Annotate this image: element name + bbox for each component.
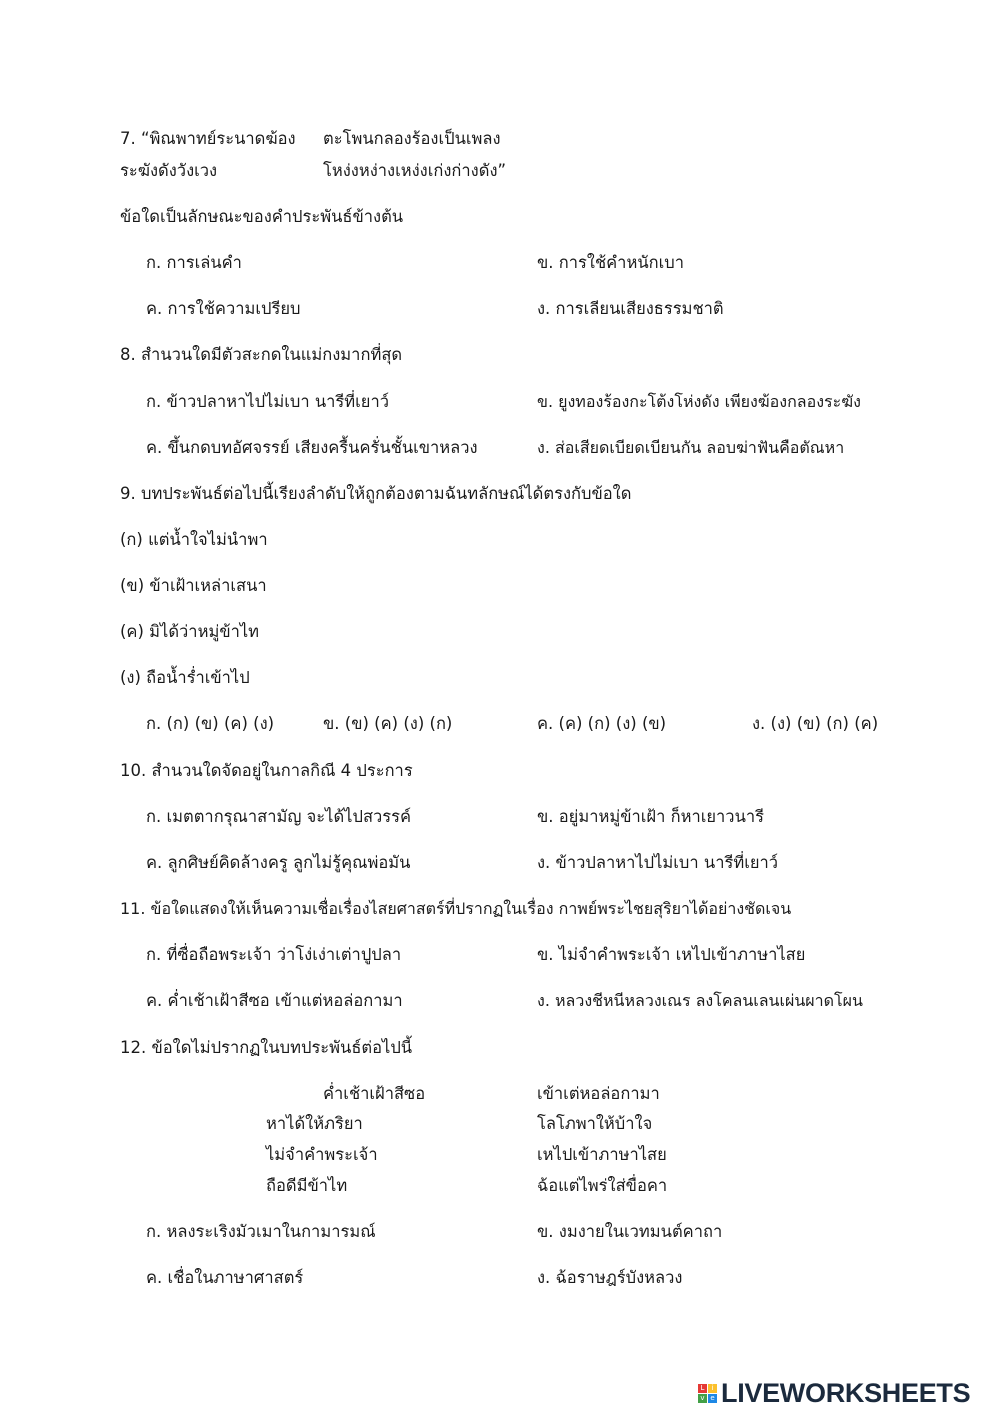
q12-option-a[interactable]: ก. หลงระเริงมัวเมาในกามารมณ์ xyxy=(146,1222,376,1241)
q7-option-b[interactable]: ข. การใช้คำหนักเบา xyxy=(537,253,684,272)
q12-poem-right-3: เหไปเข้าภาษาไสย xyxy=(537,1145,667,1164)
liveworksheets-logo xyxy=(698,1378,970,1408)
q7-stem-line2-left: ระฆังดังวังเวง xyxy=(120,161,218,180)
q12-poem-right-2: โลโภพาให้บ้าใจ xyxy=(537,1114,653,1133)
q10-option-d[interactable]: ง. ข้าวปลาหาไปไม่เบา นารีที่เยาว์ xyxy=(537,853,779,872)
q8-option-d[interactable]: ง. ส่อเสียดเบียดเบียนกัน ลอบฆ่าฟันคือตัณหา xyxy=(537,438,845,457)
q9-line-d: (ง) ถือน้ำร่ำเข้าไป xyxy=(120,668,250,687)
q9-line-c: (ค) มิได้ว่าหมู่ข้าไท xyxy=(120,622,260,641)
q11-option-b[interactable]: ข. ไม่จำคำพระเจ้า เหไปเข้าภาษาไสย xyxy=(537,945,806,964)
q12-poem-right-4: ฉ้อแต่ไพร่ใส่ขื่อคา xyxy=(537,1176,668,1195)
q11-option-a[interactable]: ก. ที่ซื่อถือพระเจ้า ว่าโง่เง่าเต่าปูปลา xyxy=(146,945,402,964)
liveworksheets-logo-icon xyxy=(698,1384,717,1403)
q11-question: 11. ข้อใดแสดงให้เห็นความเชื่อเรื่องไสยศาสตร์ที่ปรากฏในเรื่อง กาพย์พระไชยสุริยาได้อย่างชัดเจน xyxy=(120,899,792,918)
q12-poem-left-3: ไม่จำคำพระเจ้า xyxy=(266,1145,378,1164)
q12-option-c[interactable]: ค. เชื่อในภาษาศาสตร์ xyxy=(146,1268,304,1287)
q10-option-b[interactable]: ข. อยู่มาหมู่ข้าเฝ้า ก็หาเยาวนารี xyxy=(537,807,764,826)
q7-option-d[interactable]: ง. การเลียนเสียงธรรมชาติ xyxy=(537,299,724,318)
q8-option-c[interactable]: ค. ขึ้นกดบทอัศจรรย์ เสียงครื้นครั่นชั้นเขาหลวง xyxy=(146,438,478,457)
q9-option-c[interactable]: ค. (ค) (ก) (ง) (ข) xyxy=(537,714,667,733)
q8-option-b[interactable]: ข. ยูงทองร้องกะโต้งโห่งดัง เพียงฆ้องกลองระฆัง xyxy=(537,392,861,411)
q11-option-c[interactable]: ค. ค่ำเช้าเฝ้าสีซอ เข้าแต่หอล่อกามา xyxy=(146,991,403,1010)
q10-question: 10. สำนวนใดจัดอยู่ในกาลกิณี 4 ประการ xyxy=(120,761,413,780)
q7-option-a[interactable]: ก. การเล่นคำ xyxy=(146,253,242,272)
q12-question: 12. ข้อใดไม่ปรากฏในบทประพันธ์ต่อไปนี้ xyxy=(120,1038,413,1057)
q12-poem-right-1: เข้าเต่หอล่อกามา xyxy=(537,1084,660,1103)
q10-option-a[interactable]: ก. เมตตากรุณาสามัญ จะได้ไปสวรรค์ xyxy=(146,807,412,826)
q8-option-a[interactable]: ก. ข้าวปลาหาไปไม่เบา นารีที่เยาว์ xyxy=(146,392,389,411)
q8-question: 8. สำนวนใดมีตัวสะกดในแม่กงมากที่สุด xyxy=(120,345,403,364)
q11-option-d[interactable]: ง. หลวงชีหนีหลวงเณร ลงโคลนเลนเผ่นผาดโผน xyxy=(537,991,863,1010)
q7-option-c[interactable]: ค. การใช้ความเปรียบ xyxy=(146,299,301,318)
q7-stem-line2-right: โหง่งหง่างเหง่งเก่งก่างดัง” xyxy=(323,161,507,180)
q9-question: 9. บทประพันธ์ต่อไปนี้เรียงลำดับให้ถูกต้องตามฉันทลักษณ์ได้ตรงกับข้อใด xyxy=(120,484,632,503)
q9-option-d[interactable]: ง. (ง) (ข) (ก) (ค) xyxy=(752,714,879,733)
logo-letter-v: v xyxy=(698,1394,707,1403)
q7-stem-line1-left: 7. “พิณพาทย์ระนาดฆ้อง xyxy=(120,129,296,148)
q12-option-b[interactable]: ข. งมงายในเวทมนต์คาถา xyxy=(537,1222,723,1241)
q12-poem-left-4: ถือดีมีข้าไท xyxy=(266,1176,348,1195)
q12-option-d[interactable]: ง. ฉ้อราษฎร์บังหลวง xyxy=(537,1268,683,1287)
q9-option-a[interactable]: ก. (ก) (ข) (ค) (ง) xyxy=(146,714,275,733)
q12-poem-left-2: หาได้ให้ภริยา xyxy=(266,1114,363,1133)
q7-stem-line1-right: ตะโพนกลองร้องเป็นเพลง xyxy=(323,129,501,148)
q9-line-b: (ข) ข้าเฝ้าเหล่าเสนา xyxy=(120,576,267,595)
q12-poem-left-1: ค่ำเช้าเฝ้าสีซอ xyxy=(323,1084,426,1103)
logo-letter-l: L xyxy=(698,1384,707,1393)
logo-letter-i: i xyxy=(708,1384,717,1393)
liveworksheets-logo-text: LIVEWORKSHEETS xyxy=(721,1377,971,1408)
q7-question: ข้อใดเป็นลักษณะของคำประพันธ์ข้างต้น xyxy=(120,207,404,226)
q10-option-c[interactable]: ค. ลูกศิษย์คิดล้างครู ลูกไม่รู้คุณพ่อมัน xyxy=(146,853,411,872)
logo-letter-e: e xyxy=(708,1394,717,1403)
q9-line-a: (ก) แต่น้ำใจไม่นำพา xyxy=(120,530,268,549)
q9-option-b[interactable]: ข. (ข) (ค) (ง) (ก) xyxy=(323,714,453,733)
